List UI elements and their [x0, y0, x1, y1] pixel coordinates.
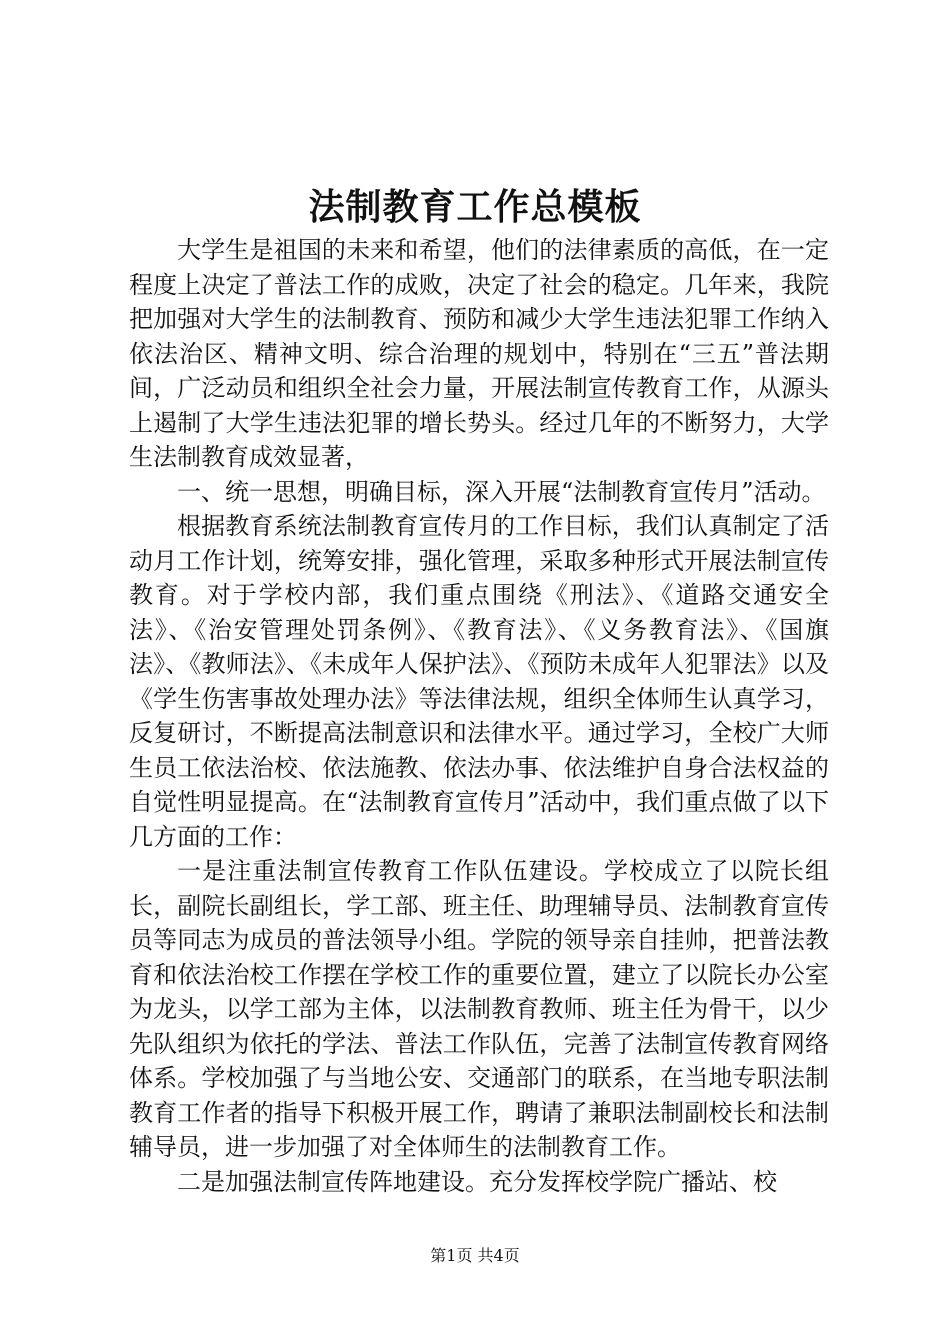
page-footer: [0, 1245, 950, 1267]
paragraph-intro: 大学生是祖国的未来和希望，他们的法律素质的高低，在一定程度上决定了普法工作的成败，决定了社会的稳定。几年来，我院把加强对大学生的法制教育、预防和减少大学生违法犯罪工作纳入依法治区、精神文明、综合治理的规划中，特别在“三五”普法期间，广泛动员和组织全社会力量，开展法制宣传教育工作，从源头上遏制了大学生违法犯罪的增长势头。经过几年的不断努力，大学生法制教育成效显著，: [129, 236, 829, 471]
paragraph-section-1-body: 根据教育系统法制教育宣传月的工作目标，我们认真制定了活动月工作计划，统筹安排，强化管理，采取多种形式开展法制宣传教育。对于学校内部，我们重点围绕《刑法》、《道路交通安全法》、《治安管理处罚条例》、《教育法》、《义务教育法》、《国旗法》、《教师法》、《未成年人保护法》、《预防未成年人犯罪法》以及《学生伤害事故处理办法》等法律法规，组织全体师生认真学习，反复研讨，不断提高法制意识和法律水平。通过学习，全校广大师生员工依法治校、依法施教、依法办事、依法维护自身合法权益的自觉性明显提高。在“法制教育宣传月”活动中，我们重点做了以下几方面的工作：: [129, 512, 829, 851]
paragraph-point-2: 二是加强法制宣传阵地建设。充分发挥校学院广播站、校: [177, 1167, 777, 1196]
paragraph-section-1-heading: 一、统一思想，明确目标，深入开展“法制教育宣传月”活动。: [177, 477, 826, 506]
page-number: 第1页: [430, 1246, 473, 1265]
page-total: 共4页: [477, 1246, 520, 1265]
paragraph-point-1: 一是注重法制宣传教育工作队伍建设。学校成立了以院长组长，副院长副组长，学工部、班主任、助理辅导员、法制教育宣传员等同志为成员的普法领导小组。学院的领导亲自挂帅，把普法教育和依法治校工作摆在学校工作的重要位置，建立了以院长办公室为龙头，以学工部为主体，以法制教育教师、班主任为骨干，以少先队组织为依托的学法、普法工作队伍，完善了法制宣传教育网络体系。学校加强了与当地公安、交通部门的联系，在当地专职法制教育工作者的指导下积极开展工作，聘请了兼职法制副校长和法制辅导员，进一步加强了对全体师生的法制教育工作。: [129, 857, 829, 1161]
document-title: 法制教育工作总模板: [308, 186, 642, 228]
document-body: [129, 233, 829, 1199]
